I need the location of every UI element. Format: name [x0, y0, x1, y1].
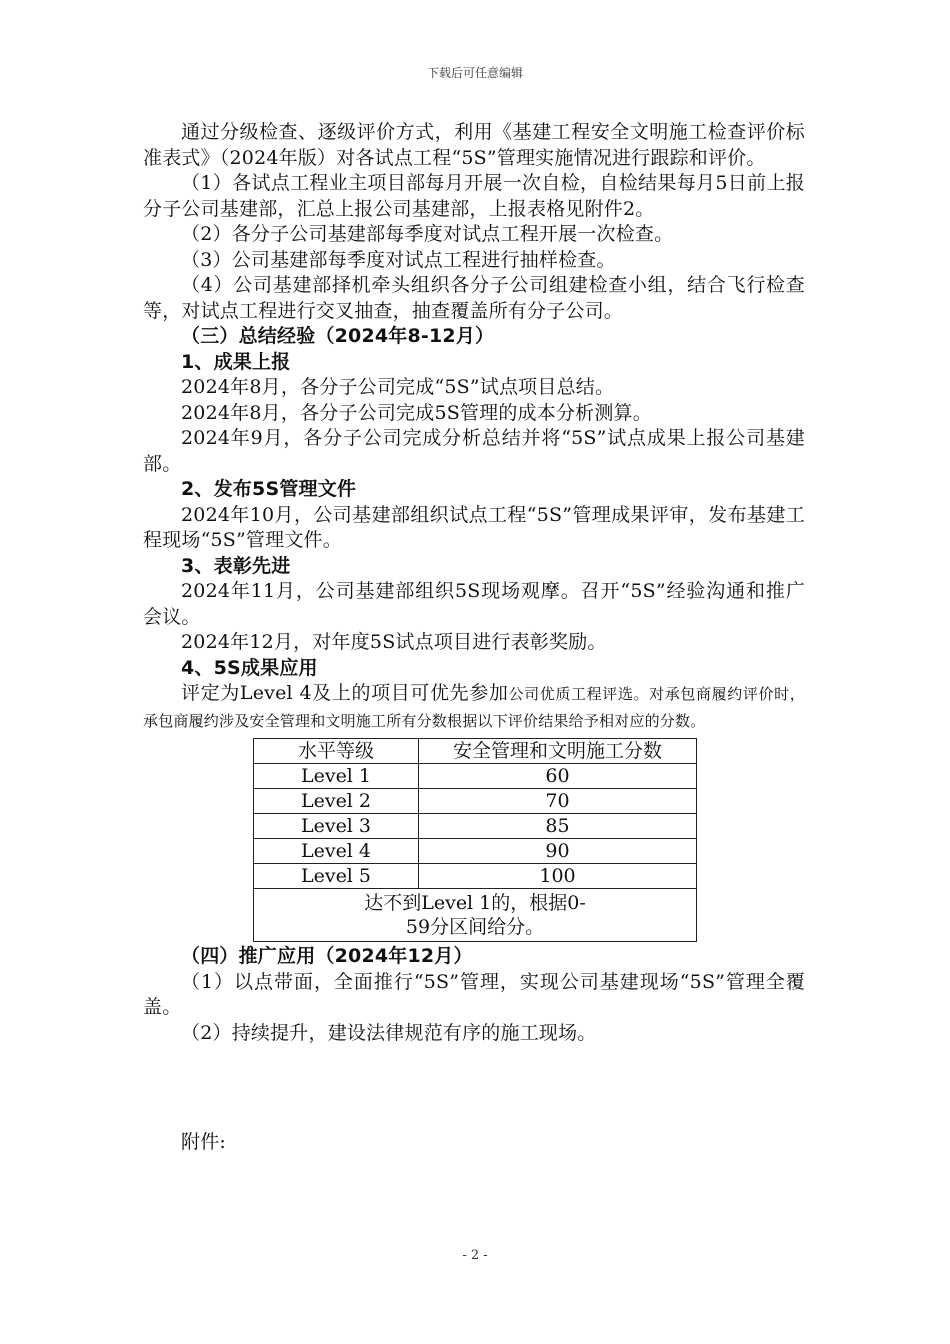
- heading-apply: 4、5S成果应用: [181, 656, 318, 679]
- paragraph-commend-1: 2024年11月，公司基建部组织5S现场观摩。召开“5S”经验沟通和推广会议。: [143, 580, 805, 628]
- paragraph-evaluation: 通过分级检查、逐级评价方式，利用《基建工程安全文明施工检查评价标准表式》（2024年版）对各试点工程“5S”管理实施情况进行跟踪和评价。: [143, 121, 805, 169]
- table-row: [254, 789, 697, 814]
- table-cell-level: Level 1: [254, 764, 419, 789]
- table-row: [254, 814, 697, 839]
- paragraph-apply: [143, 681, 805, 734]
- paragraph-report-2: 2024年8月，各分子公司完成5S管理的成本分析测算。: [181, 401, 652, 424]
- table-footer-text: 达不到Level 1的，根据0-59分区间给分。: [364, 892, 586, 938]
- paragraph-commend-2: 2024年12月，对年度5S试点项目进行表彰奖励。: [181, 631, 607, 653]
- heading-report: 1、成果上报: [181, 350, 291, 373]
- table-header-row: [254, 739, 697, 764]
- table-cell-level: Level 3: [254, 814, 419, 839]
- page-header: 下载后可任意编辑: [426, 66, 523, 80]
- attachment-label: 附件:: [181, 1131, 227, 1153]
- score-table: [253, 738, 697, 942]
- heading-publish: 2、发布5S管理文件: [181, 478, 357, 500]
- table-row: [254, 764, 697, 789]
- table-cell-score: 70: [419, 789, 697, 814]
- table-cell-score: 85: [419, 814, 697, 839]
- table-row: [254, 864, 697, 889]
- heading-summary: （三）总结经验（2024年8-12月）: [181, 325, 495, 347]
- table-cell-level: Level 5: [254, 864, 419, 889]
- heading-promote: （四）推广应用（2024年12月）: [181, 945, 473, 967]
- paragraph-quarterly-check: （2）各分子公司基建部每季度对试点工程开展一次检查。: [181, 223, 674, 245]
- table-cell-level: Level 2: [254, 789, 419, 814]
- paragraph-publish: 2024年10月，公司基建部组织试点工程“5S”管理成果评审，发布基建工程现场“5S”管理文件。: [143, 503, 805, 551]
- page-number: - 2 -: [462, 1248, 488, 1263]
- paragraph-cross-check: （4）公司基建部择机牵头组织各分子公司组建检查小组，结合飞行检查等，对试点工程进行交叉抽查，抽查覆盖所有分子公司。: [143, 274, 805, 322]
- apply-text-small: 公司优质工程评选。对承包商履约评价时，承包商履约涉及安全管理和文明施工所有分数根据以下评价结果给予相对应的分数。: [143, 685, 805, 730]
- paragraph-report-1: 2024年8月，各分子公司完成“5S”试点项目总结。: [181, 376, 615, 398]
- paragraph-promote-1: （1）以点带面，全面推行“5S”管理，实现公司基建现场“5S”管理全覆盖。: [143, 970, 805, 1018]
- table-cell-score: 60: [419, 764, 697, 789]
- table-cell-level: Level 4: [254, 839, 419, 864]
- heading-commend: 3、表彰先进: [181, 554, 291, 577]
- paragraph-report-3: 2024年9月，各分子公司完成分析总结并将“5S”试点成果上报公司基建部。: [143, 427, 805, 475]
- table-cell-score: 90: [419, 839, 697, 864]
- table-row: [254, 839, 697, 864]
- table-footer-cell: [254, 889, 697, 942]
- paragraph-sampling-check: （3）公司基建部每季度对试点工程进行抽样检查。: [181, 248, 616, 271]
- table-header-level: 水平等级: [254, 739, 419, 764]
- paragraph-promote-2: （2）持续提升，建设法律规范有序的施工现场。: [181, 1021, 597, 1044]
- apply-text-large: 评定为Level 4及上的项目可优先参加: [181, 682, 509, 704]
- paragraph-self-check: （1）各试点工程业主项目部每月开展一次自检，自检结果每月5日前上报分子公司基建部，汇总上报公司基建部，上报表格见附件2。: [143, 172, 805, 220]
- table-cell-score: 100: [419, 864, 697, 889]
- document-body: [143, 120, 805, 1156]
- table-footer-row: [254, 889, 697, 942]
- table-header-score: 安全管理和文明施工分数: [419, 739, 697, 764]
